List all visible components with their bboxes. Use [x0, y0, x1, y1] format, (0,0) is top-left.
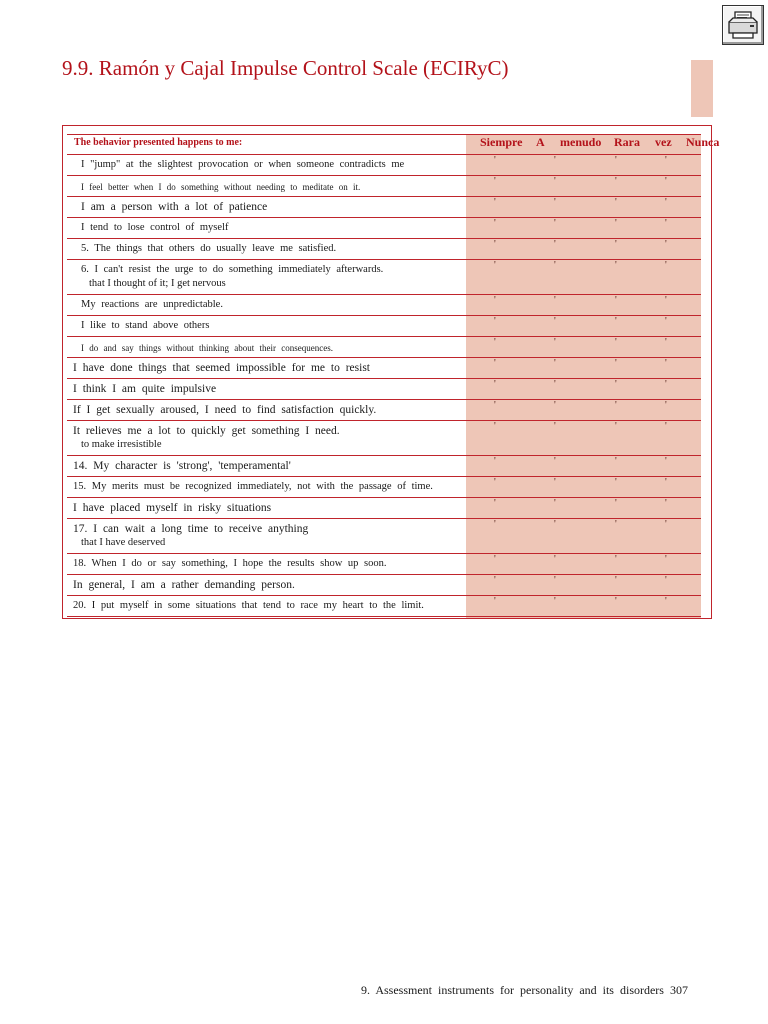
response-mark[interactable]: ': [615, 477, 617, 488]
response-mark[interactable]: ': [554, 176, 556, 187]
response-mark[interactable]: ': [665, 379, 667, 390]
page-title: 9.9. Ramón y Cajal Impulse Control Scale (ECIRyC): [62, 56, 509, 80]
response-mark[interactable]: ': [665, 358, 667, 369]
response-mark[interactable]: ': [554, 575, 556, 586]
item-statement: 6. I can't resist the urge to do something immediately afterwards.: [81, 264, 384, 275]
item-statement: My reactions are unpredictable.: [81, 299, 223, 310]
response-mark[interactable]: ': [665, 400, 667, 411]
item-statement-continued: to make irresistible: [81, 439, 162, 450]
response-mark[interactable]: ': [494, 379, 496, 390]
item-statement: 17. I can wait a long time to receive anything: [73, 523, 309, 535]
item-text: [73, 522, 456, 550]
option-label: Siempre: [480, 135, 523, 149]
response-mark[interactable]: ': [494, 421, 496, 432]
response-mark[interactable]: ': [494, 498, 496, 509]
scale-questionnaire: [62, 125, 720, 619]
response-mark[interactable]: ': [665, 260, 667, 271]
option-label: vez: [655, 135, 672, 149]
response-mark[interactable]: ': [615, 575, 617, 586]
item-row: [67, 421, 701, 456]
response-mark[interactable]: ': [494, 554, 496, 565]
response-mark[interactable]: ': [665, 554, 667, 565]
item-text: [73, 382, 456, 396]
response-mark[interactable]: ': [494, 358, 496, 369]
response-mark[interactable]: ': [615, 456, 617, 467]
response-mark[interactable]: ': [554, 218, 556, 229]
item-text: [81, 341, 456, 355]
response-mark[interactable]: ': [554, 554, 556, 565]
item-row: [67, 400, 701, 421]
response-mark[interactable]: ': [554, 498, 556, 509]
response-mark[interactable]: ': [554, 596, 556, 607]
item-row: [67, 596, 701, 617]
item-row: [67, 260, 701, 295]
item-statement: I am a person with a lot of patience: [81, 201, 268, 213]
response-mark[interactable]: ': [665, 519, 667, 530]
response-mark[interactable]: ': [665, 575, 667, 586]
item-statement: I tend to lose control of myself: [81, 222, 229, 233]
response-mark[interactable]: ': [494, 316, 496, 327]
item-text: [81, 263, 456, 291]
item-statement: 14. My character is 'strong', 'temperamental': [73, 460, 291, 472]
item-text: [73, 459, 456, 473]
item-statement: I have placed myself in risky situations: [73, 502, 272, 514]
response-mark[interactable]: ': [554, 316, 556, 327]
item-text: [81, 298, 456, 312]
print-button[interactable]: [722, 5, 764, 45]
response-mark[interactable]: ': [615, 379, 617, 390]
response-mark[interactable]: ': [615, 337, 617, 348]
item-row: [67, 176, 701, 197]
item-text: [81, 158, 456, 172]
response-mark[interactable]: ': [554, 295, 556, 306]
item-row: [67, 197, 701, 218]
item-text: [73, 557, 456, 571]
response-mark[interactable]: ': [615, 596, 617, 607]
item-row: [67, 477, 701, 498]
item-statement: 5. The things that others do usually leave me satisfied.: [81, 243, 337, 254]
option-label: Rara: [614, 135, 640, 149]
item-row: [67, 337, 701, 358]
response-mark[interactable]: ': [665, 337, 667, 348]
response-mark[interactable]: ': [554, 421, 556, 432]
item-row: [67, 218, 701, 239]
item-statement-continued: that I have deserved: [81, 537, 166, 548]
response-mark[interactable]: ': [665, 176, 667, 187]
item-statement: I do and say things without thinking about their consequences.: [81, 343, 333, 353]
response-mark[interactable]: ': [554, 155, 556, 166]
item-statement: It relieves me a lot to quickly get something I need.: [73, 425, 340, 437]
option-label: Nunca: [686, 135, 720, 149]
response-mark[interactable]: ': [494, 197, 496, 208]
item-text: [73, 403, 456, 417]
item-text: [81, 242, 456, 256]
response-mark[interactable]: ': [494, 477, 496, 488]
item-statement: 18. When I do or say something, I hope the results show up soon.: [73, 558, 387, 569]
item-row: [67, 316, 701, 337]
item-text: [81, 319, 456, 333]
item-statement: 15. My merits must be recognized immediately, not with the passage of time.: [73, 481, 433, 492]
response-mark[interactable]: ': [494, 575, 496, 586]
response-mark[interactable]: ': [554, 239, 556, 250]
item-list: [67, 154, 701, 617]
response-mark[interactable]: ': [554, 337, 556, 348]
response-mark[interactable]: ': [615, 239, 617, 250]
response-mark[interactable]: ': [615, 400, 617, 411]
response-mark[interactable]: ': [665, 295, 667, 306]
response-mark[interactable]: ': [615, 155, 617, 166]
item-row: [67, 379, 701, 400]
item-statement: 20. I put myself in some situations that tend to race my heart to the limit.: [73, 600, 424, 611]
item-text: [73, 361, 456, 375]
option-label: A: [536, 135, 545, 149]
response-mark[interactable]: ': [494, 519, 496, 530]
item-row: [67, 498, 701, 519]
response-mark[interactable]: ': [665, 155, 667, 166]
item-statement: I think I am quite impulsive: [73, 383, 217, 395]
page-footer: 9. Assessment instruments for personality and its disorders 307: [361, 983, 688, 997]
item-row: [67, 155, 701, 176]
response-mark[interactable]: ': [615, 316, 617, 327]
item-row: [67, 456, 701, 477]
response-mark[interactable]: ': [665, 316, 667, 327]
response-mark[interactable]: ': [554, 456, 556, 467]
item-statement: In general, I am a rather demanding person.: [73, 579, 295, 591]
response-mark[interactable]: ': [615, 260, 617, 271]
item-text: [73, 424, 456, 452]
response-mark[interactable]: ': [494, 456, 496, 467]
item-row: [67, 519, 701, 554]
response-mark[interactable]: ': [494, 218, 496, 229]
response-mark[interactable]: ': [554, 519, 556, 530]
item-text: [81, 200, 456, 214]
response-mark[interactable]: ': [554, 358, 556, 369]
item-row: [67, 554, 701, 575]
response-mark[interactable]: ': [615, 498, 617, 509]
printer-icon: [726, 9, 760, 41]
item-text: [73, 501, 456, 515]
response-mark[interactable]: ': [615, 421, 617, 432]
item-text: [73, 578, 456, 592]
item-statement: If I get sexually aroused, I need to find satisfaction quickly.: [73, 404, 377, 416]
header-top-rule: [67, 134, 701, 135]
item-row: [67, 239, 701, 260]
response-mark[interactable]: ': [615, 519, 617, 530]
response-mark[interactable]: ': [615, 218, 617, 229]
response-mark[interactable]: ': [615, 176, 617, 187]
item-statement: I "jump" at the slightest provocation or when someone contradicts me: [81, 159, 405, 170]
response-mark[interactable]: ': [494, 260, 496, 271]
response-mark[interactable]: ': [665, 477, 667, 488]
response-mark[interactable]: ': [615, 197, 617, 208]
response-mark[interactable]: ': [665, 498, 667, 509]
response-mark[interactable]: ': [494, 400, 496, 411]
response-mark[interactable]: ': [494, 176, 496, 187]
item-text: [81, 180, 456, 194]
item-row: [67, 358, 701, 379]
response-mark[interactable]: ': [615, 554, 617, 565]
response-mark[interactable]: ': [665, 218, 667, 229]
response-mark[interactable]: ': [554, 379, 556, 390]
item-row: [67, 295, 701, 316]
response-mark[interactable]: ': [554, 400, 556, 411]
response-mark[interactable]: ': [615, 295, 617, 306]
response-mark[interactable]: ': [494, 239, 496, 250]
response-mark[interactable]: ': [554, 260, 556, 271]
item-statement: I feel better when I do something without needing to meditate on it.: [81, 182, 361, 192]
item-statement: I have done things that seemed impossible for me to resist: [73, 362, 370, 374]
response-mark[interactable]: ': [554, 477, 556, 488]
response-mark[interactable]: ': [494, 596, 496, 607]
response-mark[interactable]: ': [494, 295, 496, 306]
response-mark[interactable]: ': [665, 197, 667, 208]
option-label: menudo: [560, 135, 602, 149]
response-mark[interactable]: ': [665, 456, 667, 467]
response-mark[interactable]: ': [494, 337, 496, 348]
item-text: [81, 221, 456, 235]
response-mark[interactable]: ': [665, 596, 667, 607]
response-mark[interactable]: ': [554, 197, 556, 208]
item-text: [73, 599, 456, 613]
response-mark[interactable]: ': [615, 358, 617, 369]
item-statement-continued: that I thought of it; I get nervous: [89, 278, 226, 289]
item-text: [73, 480, 456, 494]
item-row: [67, 575, 701, 596]
response-mark[interactable]: ': [494, 155, 496, 166]
response-mark[interactable]: ': [665, 239, 667, 250]
scale-header-label: The behavior presented happens to me:: [74, 137, 243, 148]
item-statement: I like to stand above others: [81, 320, 210, 331]
response-mark[interactable]: ': [665, 421, 667, 432]
section-tab-marker: [691, 60, 713, 117]
